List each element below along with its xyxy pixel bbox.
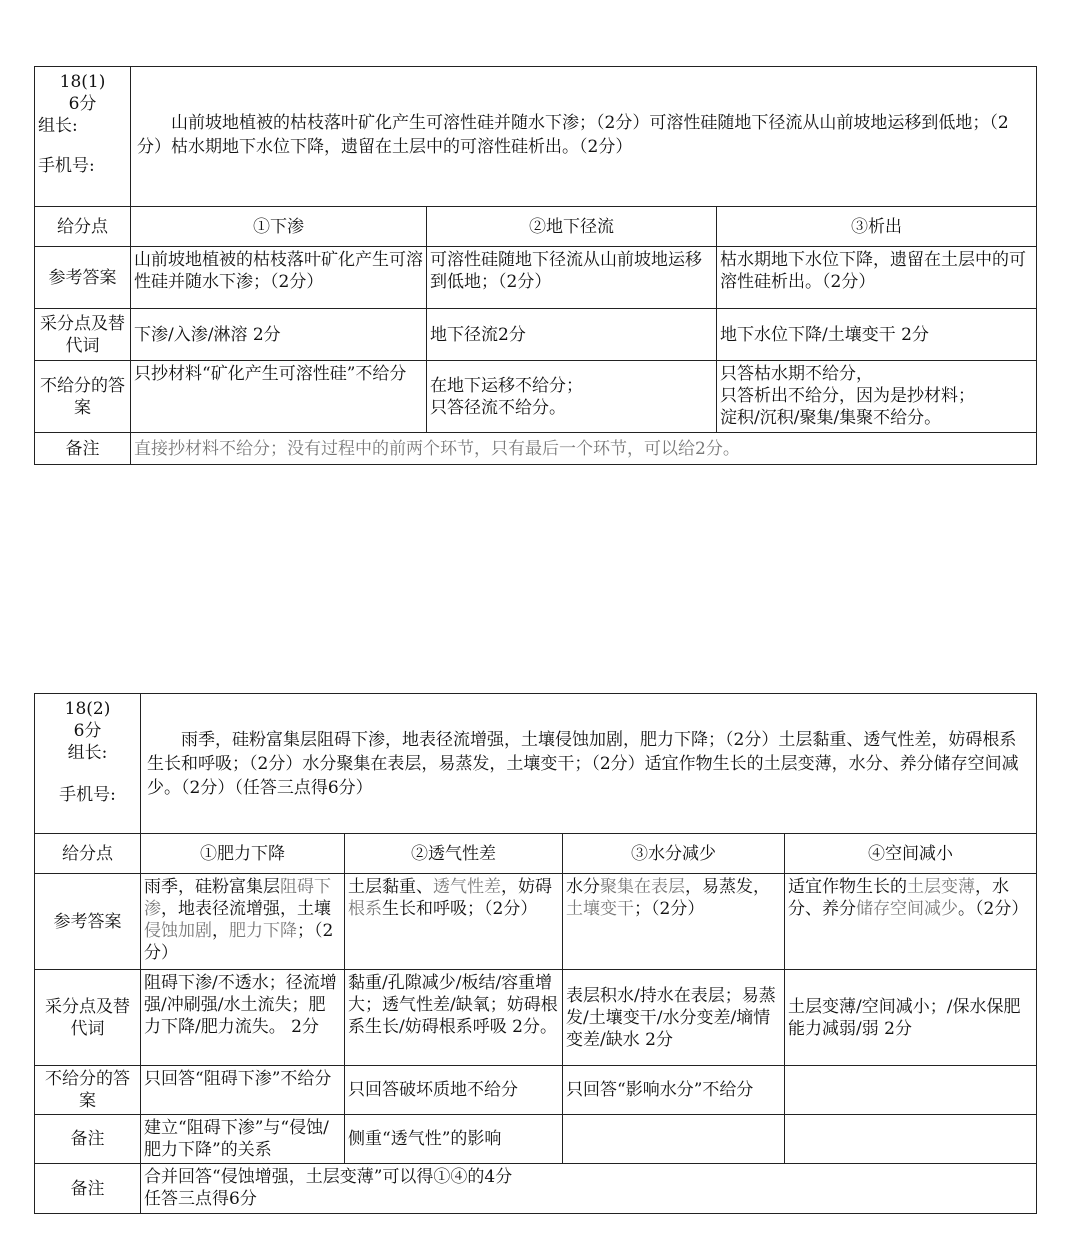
no-2: 只回答破坏质地不给分 [345,1066,563,1115]
alt-1: 阻碍下渗/不透水；径流增强/冲刷强/水土流失；肥力下降/肥力流失。 2分 [141,970,345,1066]
ref-2: 可溶性硅随地下径流从山前坡地运移到低地；（2分） [427,247,717,309]
point-2: ②透气性差 [345,834,563,874]
ref-3: 水分聚集在表层，易蒸发，土壤变干；（2分） [563,874,785,970]
no-4 [785,1066,1037,1115]
alt-4: 土层变薄/空间减小；/保水保肥能力减弱/弱 2分 [785,970,1037,1066]
leader-label: 组长: [38,116,78,136]
question-score: 6分 [68,94,97,114]
points-label: 给分点 [35,834,141,874]
no-label: 不给分的答案 [35,361,131,433]
note-2: 侧重“透气性”的影响 [345,1115,563,1164]
alt-2: 地下径流2分 [427,309,717,361]
alt-label: 采分点及替代词 [35,970,141,1066]
no-1: 只抄材料“矿化产生可溶性硅”不给分 [131,361,427,433]
ref-label: 参考答案 [35,874,141,970]
points-label: 给分点 [35,207,131,247]
alt-3: 表层积水/持水在表层；易蒸发/土壤变干/水分变差/墒情变差/缺水 2分 [563,970,785,1066]
alt-1: 下渗/入渗/淋溶 2分 [131,309,427,361]
alt-label: 采分点及替代词 [35,309,131,361]
q2-header-cell [35,694,141,834]
q18-2-table [34,693,1037,1214]
point-3: ③水分减少 [563,834,785,874]
point-3: ③析出 [717,207,1037,247]
ref-2: 土层黏重、透气性差，妨碍根系生长和呼吸；（2分） [345,874,563,970]
no-2: 在地下运移不给分； 只答径流不给分。 [427,361,717,433]
note-1: 建立“阻碍下渗”与“侵蚀/肥力下降”的关系 [141,1115,345,1164]
no-label: 不给分的答案 [35,1066,141,1115]
ref-label: 参考答案 [35,247,131,309]
phone-label: 手机号: [38,156,95,176]
note-3 [563,1115,785,1164]
q18-1-table [34,66,1037,465]
alt-3: 地下水位下降/土壤变干 2分 [717,309,1037,361]
question-score: 6分 [73,721,102,741]
no-1: 只回答“阻碍下渗”不给分 [141,1066,345,1115]
note: 直接抄材料不给分；没有过程中的前两个环节，只有最后一个环节，可以给2分。 [131,433,1037,465]
point-1: ①肥力下降 [141,834,345,874]
q2-answer: 雨季，硅粉富集层阻碍下渗，地表径流增强，土壤侵蚀加剧，肥力下降；（2分）土层黏重、透气性差，妨碍根系生长和呼吸；（2分）水分聚集在表层，易蒸发，土壤变干；（2分）适宜作物生长的土层变薄，水分、养分储存空间减少。（2分）（任答三点得6分） [141,694,1037,834]
q1-answer: 山前坡地植被的枯枝落叶矿化产生可溶性硅并随水下渗；（2分）可溶性硅随地下径流从山前坡地运移到低地；（2分）枯水期地下水位下降，遗留在土层中的可溶性硅析出。（2分） [131,67,1037,207]
q1-header-cell [35,67,131,207]
note-label: 备注 [35,433,131,465]
point-1: ①下渗 [131,207,427,247]
alt-2: 黏重/孔隙减少/板结/容重增大；透气性差/缺氧；妨碍根系生长/妨碍根系呼吸 2分。 [345,970,563,1066]
point-2: ②地下径流 [427,207,717,247]
no-3: 只答枯水期不给分， 只答析出不给分，因为是抄材料； 淀积/沉积/聚集/集聚不给分。 [717,361,1037,433]
leader-label: 组长: [67,743,108,763]
question-number: 18(1) [59,72,106,92]
question-number: 18(2) [64,699,111,719]
ref-4: 适宜作物生长的土层变薄，水分、养分储存空间减少。（2分） [785,874,1037,970]
ref-3: 枯水期地下水位下降，遗留在土层中的可溶性硅析出。（2分） [717,247,1037,309]
phone-label: 手机号: [59,785,116,805]
note2-label: 备注 [35,1164,141,1214]
ref-1: 山前坡地植被的枯枝落叶矿化产生可溶性硅并随水下渗；（2分） [131,247,427,309]
ref-1: 雨季，硅粉富集层阻碍下渗，地表径流增强，土壤侵蚀加剧，肥力下降；（2分） [141,874,345,970]
note-4 [785,1115,1037,1164]
note-label: 备注 [35,1115,141,1164]
point-4: ④空间减小 [785,834,1037,874]
note2: 合并回答“侵蚀增强，土层变薄”可以得①④的4分 任答三点得6分 [141,1164,1037,1214]
no-3: 只回答“影响水分”不给分 [563,1066,785,1115]
